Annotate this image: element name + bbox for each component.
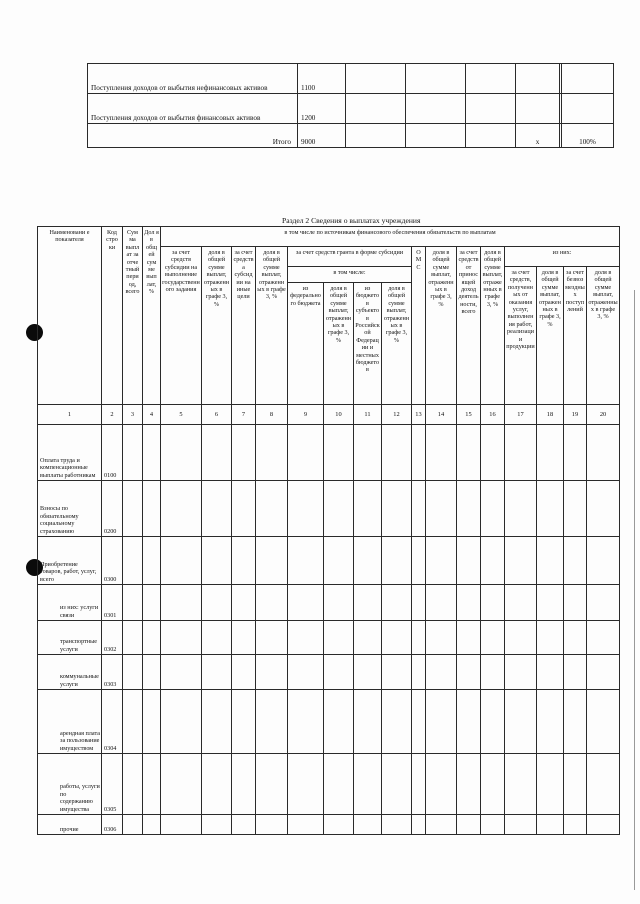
empty-cell: [382, 815, 412, 835]
empty-cell: [202, 537, 232, 585]
empty-cell: [232, 537, 256, 585]
column-number: 14: [426, 405, 457, 425]
cell: [406, 124, 466, 148]
header-code: Код стро ки: [102, 227, 123, 405]
empty-cell: [564, 425, 587, 481]
empty-cell: [457, 537, 481, 585]
empty-cell: [587, 425, 620, 481]
row-name: Поступления доходов от выбытия финансовых активов: [88, 94, 298, 124]
cell: [562, 64, 614, 94]
empty-cell: [587, 655, 620, 690]
row-code: 0305: [102, 754, 123, 815]
header-share-services: доля в общей сумме выплат, отраженных в графе 3, %: [537, 267, 564, 405]
empty-cell: [123, 621, 143, 655]
empty-cell: [123, 585, 143, 621]
cell: [346, 94, 406, 124]
header-row: [38, 227, 620, 247]
column-number: 19: [564, 405, 587, 425]
table-row: [38, 481, 620, 537]
empty-cell: [426, 537, 457, 585]
empty-cell: [202, 621, 232, 655]
empty-cell: [457, 621, 481, 655]
row-code: 0306: [102, 815, 123, 835]
table-row: [88, 64, 614, 94]
empty-cell: [143, 481, 161, 537]
table-row: [38, 425, 620, 481]
empty-cell: [324, 481, 354, 537]
empty-cell: [143, 655, 161, 690]
empty-cell: [288, 815, 324, 835]
empty-cell: [123, 425, 143, 481]
empty-cell: [564, 655, 587, 690]
column-number: 5: [161, 405, 202, 425]
column-number: 1: [38, 405, 102, 425]
empty-cell: [324, 754, 354, 815]
empty-cell: [481, 655, 505, 690]
empty-cell: [505, 481, 537, 537]
empty-cell: [324, 690, 354, 754]
empty-cell: [457, 754, 481, 815]
header-share-fed: доля в общей сумме выплат, отраженных в графе 3, %: [324, 283, 354, 405]
empty-cell: [537, 585, 564, 621]
empty-cell: [412, 425, 426, 481]
empty-cell: [143, 537, 161, 585]
empty-cell: [457, 585, 481, 621]
row-name: Приобретение товаров, работ, услуг, всего: [38, 537, 102, 585]
column-number: 17: [505, 405, 537, 425]
column-number: 9: [288, 405, 324, 425]
empty-cell: [232, 754, 256, 815]
empty-cell: [505, 537, 537, 585]
empty-cell: [505, 754, 537, 815]
table-row: [88, 94, 614, 124]
empty-cell: [457, 481, 481, 537]
column-number: 6: [202, 405, 232, 425]
header-share: Дол я в общ ей сум ме вып лат, %: [143, 227, 161, 405]
empty-cell: [426, 481, 457, 537]
empty-cell: [161, 425, 202, 481]
empty-cell: [505, 655, 537, 690]
empty-cell: [123, 537, 143, 585]
row-code: 9000: [298, 124, 346, 148]
empty-cell: [426, 585, 457, 621]
total-row: [88, 124, 614, 148]
empty-cell: [426, 690, 457, 754]
empty-cell: [354, 537, 382, 585]
header-reg-budget: из бюджетов субъектов Российской Федерации и местных бюджетов: [354, 283, 382, 405]
empty-cell: [426, 621, 457, 655]
empty-cell: [426, 655, 457, 690]
empty-cell: [481, 585, 505, 621]
empty-cell: [288, 655, 324, 690]
row-name: коммунальные услуги: [38, 655, 102, 690]
empty-cell: [354, 481, 382, 537]
empty-cell: [412, 815, 426, 835]
empty-cell: [354, 754, 382, 815]
cell: [406, 64, 466, 94]
cell: [516, 94, 560, 124]
empty-cell: [143, 754, 161, 815]
column-number: 20: [587, 405, 620, 425]
empty-cell: [481, 815, 505, 835]
empty-cell: [288, 585, 324, 621]
row-code: 0302: [102, 621, 123, 655]
empty-cell: [481, 537, 505, 585]
column-number: 8: [256, 405, 288, 425]
row-name: Оплата труда и компенсационные выплаты работникам: [38, 425, 102, 481]
total-label: Итого: [88, 124, 298, 148]
empty-cell: [288, 621, 324, 655]
empty-cell: [564, 690, 587, 754]
empty-cell: [564, 754, 587, 815]
empty-cell: [457, 425, 481, 481]
empty-cell: [123, 655, 143, 690]
empty-cell: [161, 481, 202, 537]
empty-cell: [412, 655, 426, 690]
empty-cell: [232, 585, 256, 621]
empty-cell: [324, 537, 354, 585]
empty-cell: [288, 754, 324, 815]
empty-cell: [123, 815, 143, 835]
section-title: Раздел 2 Сведения о выплатах учреждения: [282, 216, 421, 225]
cell: [346, 124, 406, 148]
header-sum: Сум ма выпл ат за отче тный пери од, всего: [123, 227, 143, 405]
empty-cell: [202, 690, 232, 754]
cell: [406, 94, 466, 124]
header-share-state: доля в общей сумме выплат, отраженных в графе 3, %: [202, 247, 232, 405]
table-row: [38, 690, 620, 754]
empty-cell: [505, 621, 537, 655]
empty-cell: [505, 425, 537, 481]
row-code: 0300: [102, 537, 123, 585]
row-code: 0200: [102, 481, 123, 537]
empty-cell: [324, 815, 354, 835]
empty-cell: [256, 585, 288, 621]
empty-cell: [354, 621, 382, 655]
empty-cell: [256, 621, 288, 655]
row-code: 0301: [102, 585, 123, 621]
empty-cell: [564, 815, 587, 835]
empty-cell: [256, 537, 288, 585]
column-number: 12: [382, 405, 412, 425]
empty-cell: [412, 621, 426, 655]
empty-cell: [537, 481, 564, 537]
empty-cell: [505, 585, 537, 621]
empty-cell: [537, 815, 564, 835]
header-group-all: в том числе по источникам финансового обеспечения обязательств по выплатам: [161, 227, 620, 247]
empty-cell: [324, 425, 354, 481]
empty-cell: [481, 690, 505, 754]
empty-cell: [354, 425, 382, 481]
empty-cell: [587, 754, 620, 815]
empty-cell: [426, 815, 457, 835]
empty-cell: [354, 690, 382, 754]
empty-cell: [232, 621, 256, 655]
empty-cell: [256, 481, 288, 537]
empty-cell: [161, 585, 202, 621]
table-row: [38, 655, 620, 690]
header-share-reg: доля в общей сумме выплат, отраженных в графе 3, %: [382, 283, 412, 405]
empty-cell: [537, 621, 564, 655]
empty-cell: [354, 815, 382, 835]
empty-cell: [232, 425, 256, 481]
empty-cell: [232, 815, 256, 835]
empty-cell: [587, 690, 620, 754]
table-row: [38, 621, 620, 655]
empty-cell: [202, 481, 232, 537]
row-code: 1100: [298, 64, 346, 94]
empty-cell: [382, 754, 412, 815]
row-code: 0100: [102, 425, 123, 481]
empty-cell: [288, 537, 324, 585]
empty-cell: [382, 690, 412, 754]
empty-cell: [481, 754, 505, 815]
empty-cell: [123, 690, 143, 754]
header-income: за счет средств от приносящей доход деятельности, всего: [457, 247, 481, 405]
empty-cell: [202, 815, 232, 835]
column-number: 18: [537, 405, 564, 425]
empty-cell: [324, 655, 354, 690]
empty-cell: [587, 481, 620, 537]
header-share-oms: доля в общей сумме выплат, отраженных в графе 3, %: [426, 247, 457, 405]
empty-cell: [256, 754, 288, 815]
empty-cell: [412, 754, 426, 815]
header-share-income: доля в общей сумме выплат, отраженных в графе 3, %: [481, 247, 505, 405]
row-code: 1200: [298, 94, 346, 124]
table-row: [38, 815, 620, 835]
empty-cell: [202, 585, 232, 621]
scan-edge-mark: [634, 290, 635, 890]
empty-cell: [288, 481, 324, 537]
empty-cell: [161, 754, 202, 815]
empty-cell: [161, 815, 202, 835]
empty-cell: [161, 621, 202, 655]
empty-cell: [481, 425, 505, 481]
empty-cell: [161, 655, 202, 690]
cell: х: [516, 124, 560, 148]
row-code: 0303: [102, 655, 123, 690]
header-oms: О М С: [412, 247, 426, 405]
empty-cell: [354, 655, 382, 690]
row-name: Взносы по обязательному социальному страхованию: [38, 481, 102, 537]
empty-cell: [426, 425, 457, 481]
empty-cell: [382, 585, 412, 621]
empty-cell: [232, 481, 256, 537]
empty-cell: [256, 655, 288, 690]
empty-cell: [354, 585, 382, 621]
empty-cell: [143, 425, 161, 481]
cell: [466, 94, 516, 124]
empty-cell: [587, 537, 620, 585]
empty-cell: [123, 754, 143, 815]
empty-cell: [537, 754, 564, 815]
empty-cell: [382, 481, 412, 537]
empty-cell: [382, 621, 412, 655]
column-number: 10: [324, 405, 354, 425]
empty-cell: [202, 655, 232, 690]
column-number: 4: [143, 405, 161, 425]
empty-cell: [161, 537, 202, 585]
header-fed-budget: из федерального бюджета: [288, 283, 324, 405]
empty-cell: [324, 585, 354, 621]
empty-cell: [382, 425, 412, 481]
header-services: за счет средств, полученных от оказания услуг, выполнения работ, реализации продукции: [505, 267, 537, 405]
empty-cell: [288, 425, 324, 481]
row-code: 0304: [102, 690, 123, 754]
payments-table: [37, 226, 620, 835]
cell: [346, 64, 406, 94]
header-incl: в том числе:: [288, 267, 412, 283]
empty-cell: [143, 690, 161, 754]
column-number: 15: [457, 405, 481, 425]
header-gratis: за счет безвозмездных поступлений: [564, 267, 587, 405]
empty-cell: [324, 621, 354, 655]
cell: [562, 94, 614, 124]
empty-cell: [412, 537, 426, 585]
empty-cell: [537, 690, 564, 754]
row-name: работы, услуги по содержанию имущества: [38, 754, 102, 815]
empty-cell: [537, 425, 564, 481]
header-grant-group: за счет средств гранта в форме субсидии: [288, 247, 412, 267]
empty-cell: [564, 537, 587, 585]
empty-cell: [564, 621, 587, 655]
row-name: из них: услуги связи: [38, 585, 102, 621]
empty-cell: [587, 585, 620, 621]
header-share-other: доля в общей сумме выплат, отраженных в графе 3, %: [256, 247, 288, 405]
empty-cell: [587, 621, 620, 655]
column-number: 13: [412, 405, 426, 425]
column-number: 11: [354, 405, 382, 425]
empty-cell: [481, 481, 505, 537]
header-share-gratis: доля в общей сумме выплат, отраженных в графе 3, %: [587, 267, 620, 405]
empty-cell: [537, 655, 564, 690]
empty-cell: [412, 481, 426, 537]
empty-cell: [412, 585, 426, 621]
empty-cell: [288, 690, 324, 754]
empty-cell: [587, 815, 620, 835]
empty-cell: [564, 585, 587, 621]
empty-cell: [505, 690, 537, 754]
empty-cell: [161, 690, 202, 754]
column-number: 2: [102, 405, 123, 425]
header-of-them: из них:: [505, 247, 620, 267]
empty-cell: [426, 754, 457, 815]
empty-cell: [505, 815, 537, 835]
table-row: [38, 585, 620, 621]
empty-cell: [537, 537, 564, 585]
empty-cell: [412, 690, 426, 754]
row-name: транспортные услуги: [38, 621, 102, 655]
empty-cell: [481, 621, 505, 655]
column-number: 3: [123, 405, 143, 425]
empty-cell: [457, 815, 481, 835]
empty-cell: [202, 425, 232, 481]
table-row: [38, 537, 620, 585]
cell: [516, 64, 560, 94]
column-number: 16: [481, 405, 505, 425]
empty-cell: [256, 425, 288, 481]
empty-cell: [457, 690, 481, 754]
column-number: 7: [232, 405, 256, 425]
header-name: Наименовани е показателя: [38, 227, 102, 405]
empty-cell: [232, 690, 256, 754]
empty-cell: [256, 690, 288, 754]
row-name: прочие: [38, 815, 102, 835]
header-subsidy-state: за счет средств субсидии на выполнение государственного задания: [161, 247, 202, 405]
cell: [466, 64, 516, 94]
empty-cell: [457, 655, 481, 690]
income-summary-table: [87, 63, 614, 148]
header-subsidy-other: за счет средства субсидии на иные цели: [232, 247, 256, 405]
empty-cell: [256, 815, 288, 835]
empty-cell: [143, 585, 161, 621]
empty-cell: [382, 537, 412, 585]
table-row: [38, 754, 620, 815]
empty-cell: [123, 481, 143, 537]
column-numbers-row: [38, 405, 620, 425]
row-name: Поступления доходов от выбытия нефинансовых активов: [88, 64, 298, 94]
cell: [466, 124, 516, 148]
empty-cell: [202, 754, 232, 815]
empty-cell: [143, 815, 161, 835]
row-name: арендная плата за пользование имуществом: [38, 690, 102, 754]
empty-cell: [232, 655, 256, 690]
empty-cell: [143, 621, 161, 655]
cell: 100%: [562, 124, 614, 148]
empty-cell: [382, 655, 412, 690]
empty-cell: [564, 481, 587, 537]
